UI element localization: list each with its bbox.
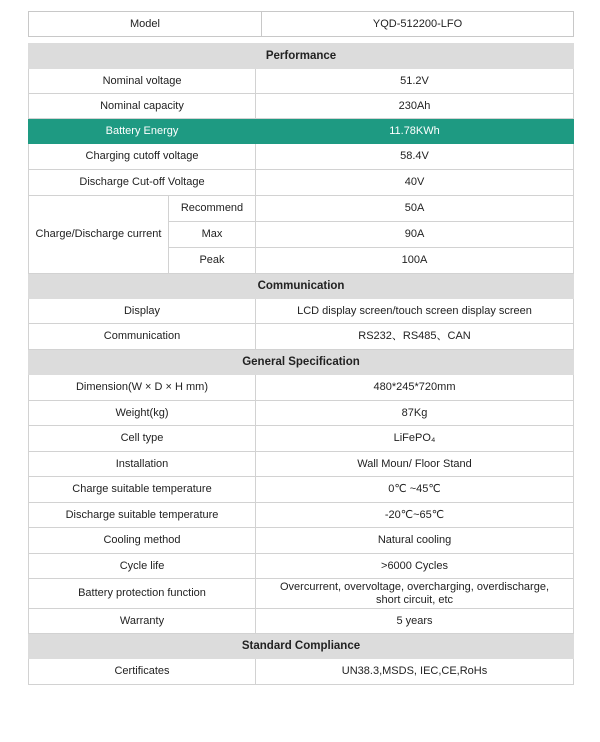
table-row <box>29 477 574 503</box>
section-performance <box>29 44 574 69</box>
model-table <box>28 11 574 37</box>
section-general <box>29 350 574 375</box>
charging-cutoff-label: Charging cutoff voltage <box>29 144 256 170</box>
display-label: Display <box>29 299 256 324</box>
protection-label: Battery protection function <box>29 579 256 609</box>
battery-energy-label: Battery Energy <box>29 119 256 144</box>
model-label: Model <box>29 12 262 37</box>
table-row <box>29 324 574 350</box>
table-row <box>29 528 574 554</box>
battery-energy-row <box>29 119 574 144</box>
table-row <box>29 196 574 222</box>
display-value: LCD display screen/touch screen display screen <box>256 299 574 324</box>
installation-value: Wall Moun/ Floor Stand <box>256 452 574 477</box>
communication-label: Communication <box>29 324 256 350</box>
cycle-life-label: Cycle life <box>29 554 256 579</box>
dimension-value: 480*245*720mm <box>256 375 574 401</box>
weight-value: 87Kg <box>256 401 574 426</box>
discharge-cutoff-value: 40V <box>256 170 574 196</box>
table-row <box>29 69 574 94</box>
nominal-voltage-label: Nominal voltage <box>29 69 256 94</box>
table-row <box>29 579 574 609</box>
section-title-performance: Performance <box>29 44 574 69</box>
section-compliance <box>29 634 574 659</box>
dimension-label: Dimension(W × D × H mm) <box>29 375 256 401</box>
section-title-communication: Communication <box>29 274 574 299</box>
peak-value: 100A <box>256 248 574 274</box>
section-communication <box>29 274 574 299</box>
table-row <box>29 401 574 426</box>
table-row <box>29 659 574 685</box>
table-row <box>29 94 574 119</box>
table-row <box>29 426 574 452</box>
discharge-temp-value: -20℃~65℃ <box>256 503 574 528</box>
section-title-compliance: Standard Compliance <box>29 634 574 659</box>
weight-label: Weight(kg) <box>29 401 256 426</box>
peak-label: Peak <box>169 248 256 274</box>
section-title-general: General Specification <box>29 350 574 375</box>
discharge-temp-label: Discharge suitable temperature <box>29 503 256 528</box>
protection-value-line1: Overcurrent, overvoltage, overcharging, overdischarge, <box>279 580 550 593</box>
cell-type-label: Cell type <box>29 426 256 452</box>
table-row <box>29 299 574 324</box>
model-row <box>29 12 574 37</box>
protection-value <box>256 579 574 609</box>
discharge-cutoff-label: Discharge Cut-off Voltage <box>29 170 256 196</box>
charge-temp-value: 0℃ ~45℃ <box>256 477 574 503</box>
warranty-label: Warranty <box>29 609 256 634</box>
table-row <box>29 144 574 170</box>
nominal-capacity-label: Nominal capacity <box>29 94 256 119</box>
battery-energy-value: 11.78KWh <box>256 119 574 144</box>
charge-temp-label: Charge suitable temperature <box>29 477 256 503</box>
table-row <box>29 554 574 579</box>
nominal-capacity-value: 230Ah <box>256 94 574 119</box>
protection-value-line2: short circuit, etc <box>375 593 454 606</box>
table-row <box>29 503 574 528</box>
table-row <box>29 375 574 401</box>
cell-type-value: LiFePO₄ <box>256 426 574 452</box>
table-row <box>29 609 574 634</box>
certificates-value: UN38.3,MSDS, IEC,CE,RoHs <box>256 659 574 685</box>
communication-value: RS232、RS485、CAN <box>256 324 574 350</box>
cooling-label: Cooling method <box>29 528 256 554</box>
cycle-life-value: >6000 Cycles <box>256 554 574 579</box>
recommend-value: 50A <box>256 196 574 222</box>
table-row <box>29 452 574 477</box>
model-value: YQD-512200-LFO <box>262 12 574 37</box>
nominal-voltage-value: 51.2V <box>256 69 574 94</box>
table-row <box>29 170 574 196</box>
max-label: Max <box>169 222 256 248</box>
certificates-label: Certificates <box>29 659 256 685</box>
warranty-value: 5 years <box>256 609 574 634</box>
recommend-label: Recommend <box>169 196 256 222</box>
installation-label: Installation <box>29 452 256 477</box>
current-label: Charge/Discharge current <box>29 196 169 274</box>
spec-table <box>28 43 574 685</box>
cooling-value: Natural cooling <box>256 528 574 554</box>
max-value: 90A <box>256 222 574 248</box>
charging-cutoff-value: 58.4V <box>256 144 574 170</box>
